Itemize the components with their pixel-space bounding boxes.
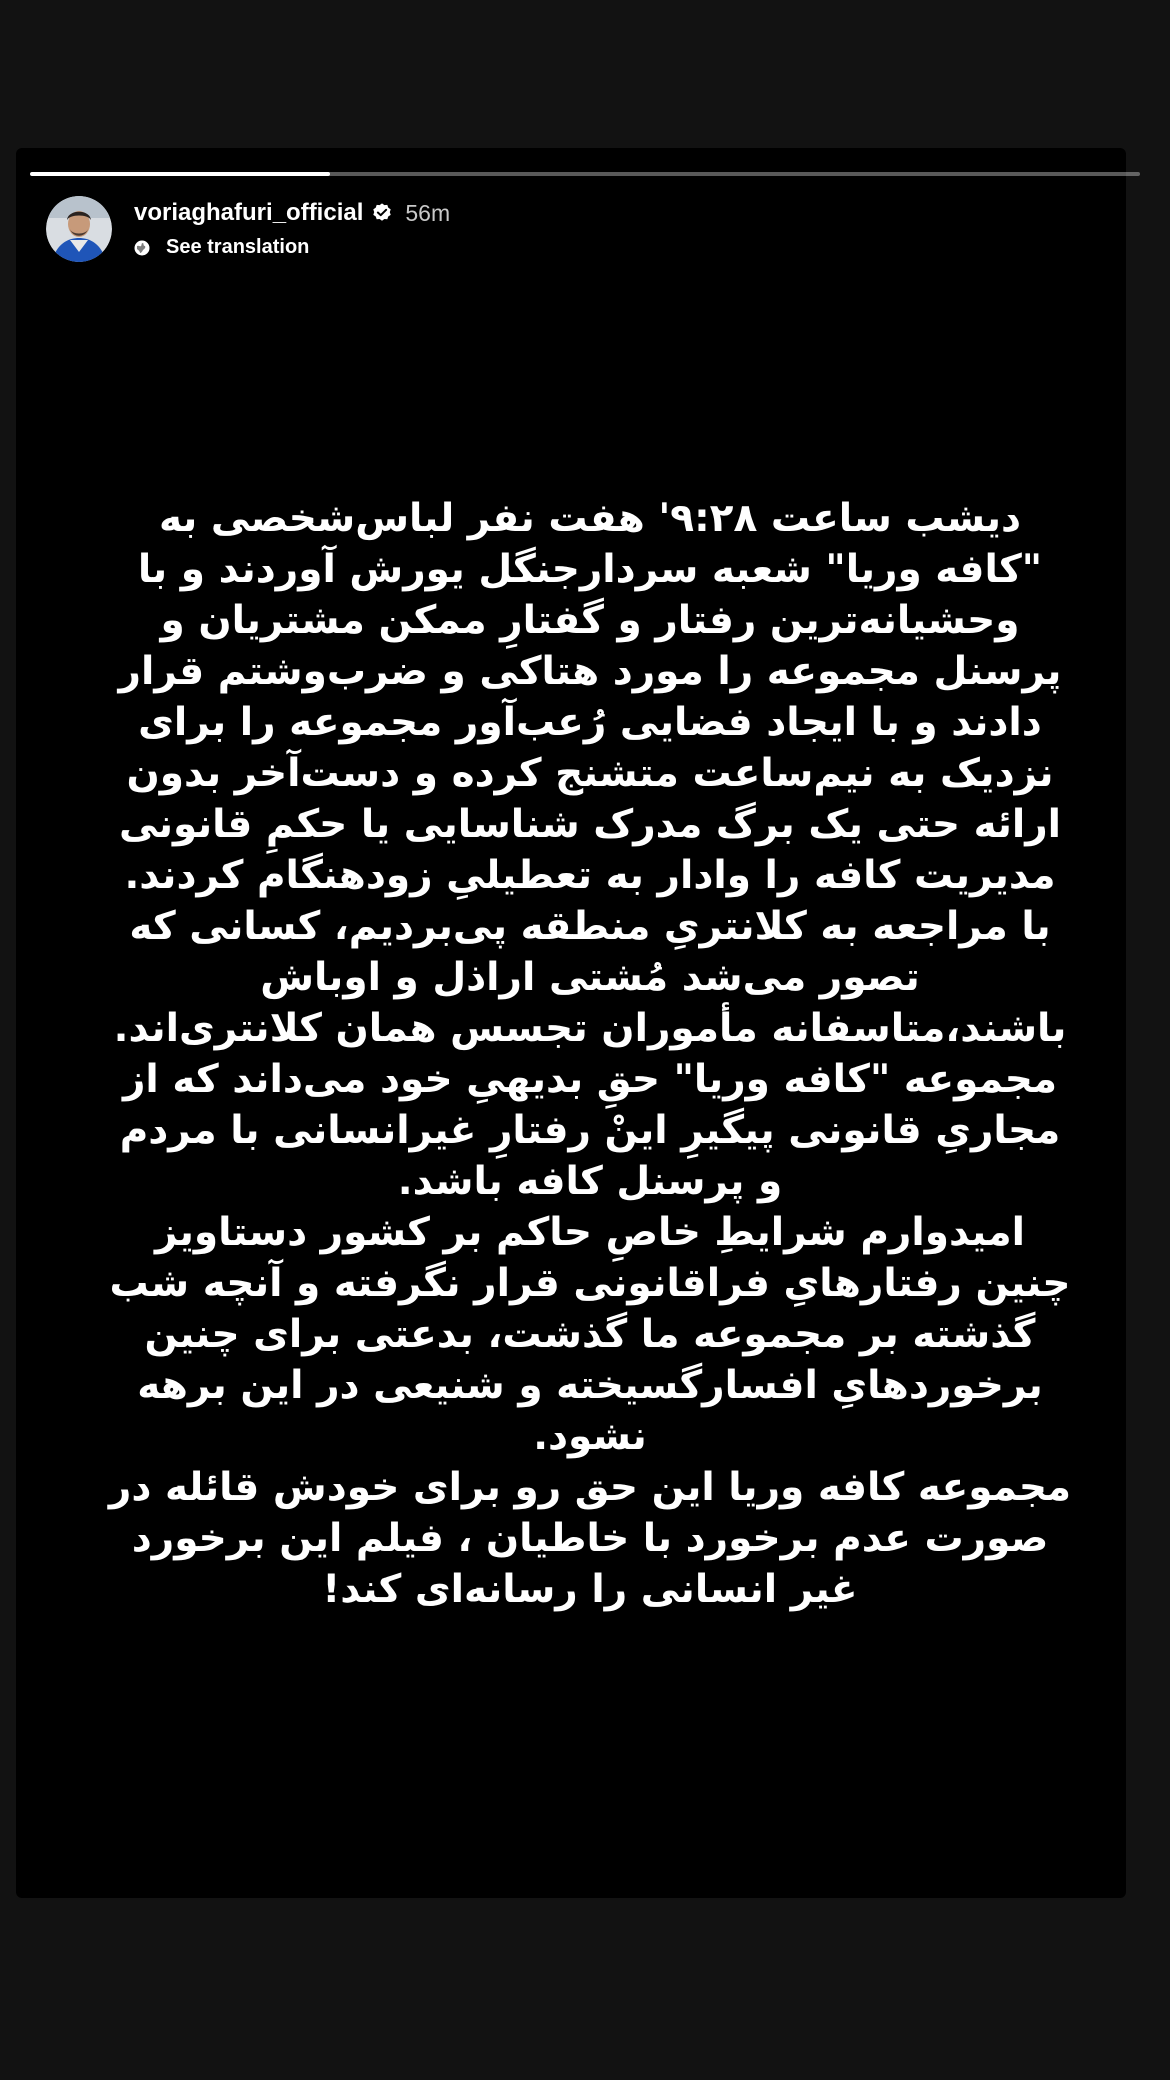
avatar-image	[46, 196, 112, 262]
story-meta	[134, 196, 450, 259]
post-time: 56m	[405, 199, 451, 226]
verified-badge-icon	[371, 202, 393, 224]
story-paragraph-3: مجموعه "کافه وریا" حقِ بدیهیِ خود می‌داند که از مجاریِ قانونی پیگیرِ اینْ رفتارِ غیرانسانی با مردم و پرسنل کافه باشد.	[119, 1057, 1061, 1204]
globe-icon	[134, 240, 150, 256]
story-paragraph-4: امیدوارم شرایطِ خاصِ حاکم بر کشور دستاویز چنین رفتارهایِ فراقانونی قرار نگرفته و آنچه شب گذشته بر مجموعه ما گذشت، بدعتی برای چنین برخوردهایِ افسارگسیخته و شنیعی در این برهه نشود.	[109, 1210, 1071, 1459]
story-text	[106, 493, 1074, 1615]
story-viewer[interactable]	[16, 148, 1126, 1898]
story-paragraph-2: با مراجعه به کلانتریِ منطقه پی‌بردیم، کسانی که تصور می‌شد مُشتی اراذل و اوباش باشند،متاسفانه مأموران تجسس همان کلانتری‌اند.	[113, 904, 1067, 1051]
user-row	[134, 196, 450, 230]
story-progress-fill	[30, 172, 330, 176]
story-header	[46, 196, 450, 266]
see-translation-button[interactable]	[134, 236, 450, 259]
story-paragraph-5: مجموعه کافه وریا این حق رو برای خودش قائله در صورت عدم برخورد با خاطیان ، فیلم این برخورد غیر انسانی را رسانه‌ای کند!	[108, 1465, 1072, 1612]
avatar[interactable]	[46, 196, 112, 262]
see-translation-label: See translation	[166, 236, 310, 258]
story-paragraph-1: دیشب ساعت ۹:۲۸' هفت نفر لباس‌شخصی به "کافه وریا" شعبه سردارجنگل یورش آوردند و با وحشیانه‌ترین رفتار و گفتارِ ممکن مشتریان و پرسنل مجموعه را مورد هتاکی و ضرب‌وشتم قرار دادند و با ایجاد فضایی رُعب‌آور مجموعه را برای نزدیک به نیم‌ساعت متشنج کرده و دست‌آخر بدون ارائه حتی یک برگ مدرک شناسایی یا حکمِ قانونی مدیریت کافه را وادار به تعطیلیِ زودهنگام کردند.	[118, 496, 1062, 898]
username[interactable]: voriaghafuri_official	[134, 199, 364, 226]
story-progress-bar	[30, 172, 1140, 176]
